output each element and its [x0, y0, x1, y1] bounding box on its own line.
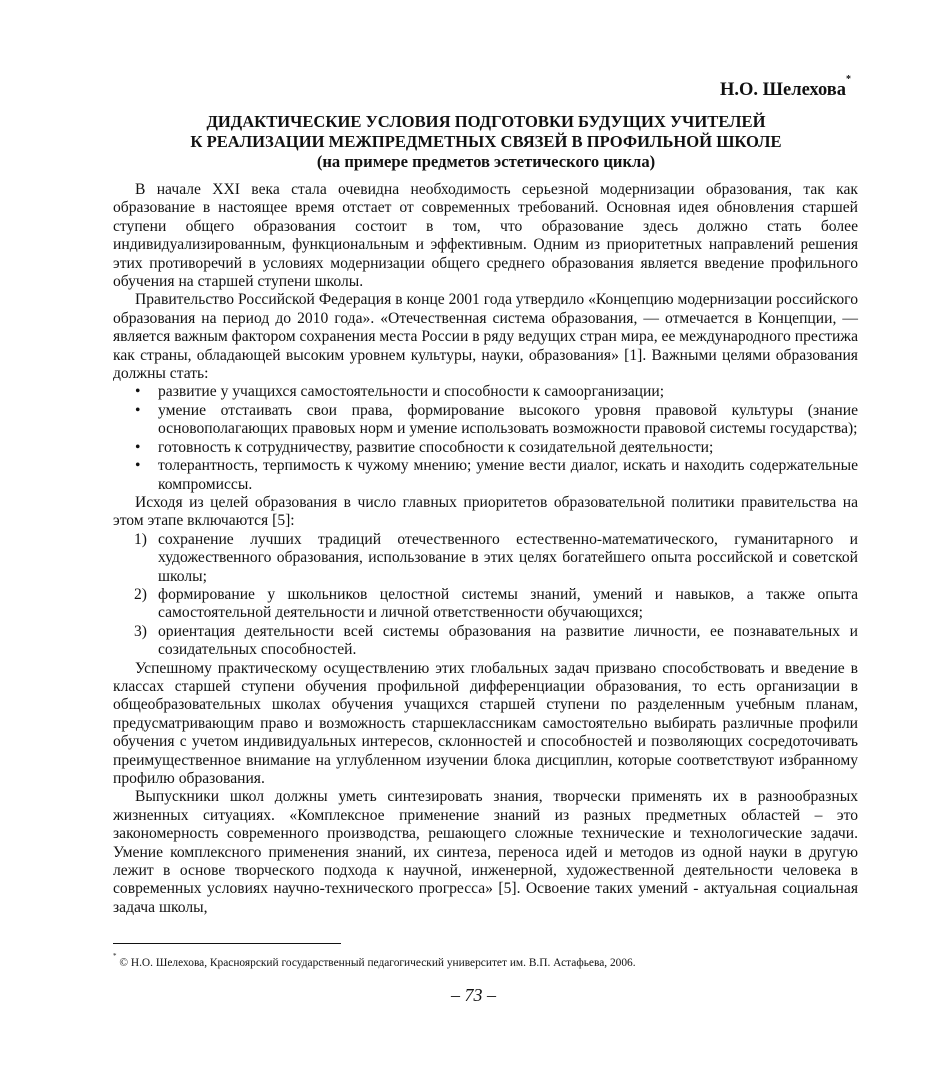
title-line-1: ДИДАКТИЧЕСКИЕ УСЛОВИЯ ПОДГОТОВКИ БУДУЩИХ УЧИТЕЛЕЙ	[206, 112, 766, 131]
numbered-item-text: формирование у школьников целостной системы знаний, умений и навыков, а также опыта самостоятельной деятельности и личной ответственности обучающихся;	[158, 585, 858, 622]
numbered-item-text: ориентация деятельности всей системы образования на развитие личности, ее познавательных и созидательных способностей.	[158, 622, 858, 659]
title-line-2: К РЕАЛИЗАЦИИ МЕЖПРЕДМЕТНЫХ СВЯЗЕЙ В ПРОФИЛЬНОЙ ШКОЛЕ	[190, 132, 782, 151]
bullet-icon: •	[135, 457, 141, 475]
author-footnote-mark: *	[846, 74, 851, 85]
paragraph-4: Успешному практическому осуществлению этих глобальных задач призвано способствовать и введение в классах старшей ступени обучения профильной дифференциации образования, то есть организации в общеобразовательных школах обучения учащихся старшей ступени по разделенным учебным планам, предусматривающим право и возможность старшеклассникам самостоятельно выбирать различные профили обучения с учетом индивидуальных интересов, склонностей и способностей и позволяющих сосредоточивать преимущественное внимание на углубленном изучении блока дисциплин, которые соответствуют избранному профилю образования.	[113, 659, 858, 787]
bullet-icon: •	[135, 383, 141, 401]
article-body	[113, 181, 858, 917]
footnote-text: © Н.О. Шелехова, Красноярский государственный педагогический университет им. В.П. Астафьева, 2006.	[119, 956, 636, 969]
bullet-item	[113, 402, 858, 439]
article-title	[110, 112, 862, 172]
paragraph-5: Выпускники школ должны уметь синтезировать знания, творчески применять их в разнообразных жизненных ситуациях. «Комплексное применение знаний из разных предметных областей – это закономерность современного производства, решающего сложные технические и технологические задачи. Умение комплексного применения знаний, их синтеза, переноса идей и методов из одной науки в другую лежит в основе творческого подхода к научной, инженерной, художественной деятельности человека в современных условиях научно-технического прогресса» [5]. Освоение таких умений - актуальная социальная задача школы,	[113, 788, 858, 916]
bullet-icon: •	[135, 438, 141, 456]
numbered-item	[113, 531, 858, 586]
author-name-text: Н.О. Шелехова	[720, 80, 846, 101]
bullet-item	[113, 457, 858, 494]
bullet-item-text: развитие у учащихся самостоятельности и способности к самоорганизации;	[158, 383, 665, 401]
numbered-item	[113, 623, 858, 660]
footnote-divider	[113, 943, 341, 944]
page-number: – 73 –	[451, 985, 496, 1005]
bullet-item	[113, 383, 858, 401]
title-subtitle: (на примере предметов эстетического цикла)	[316, 152, 656, 171]
numbered-item-text: сохранение лучших традиций отечественного естественно-математического, гуманитарного и художественного образования, использование в этих целях богатейшего опыта российской и советской школы;	[158, 530, 858, 585]
item-number: 3)	[134, 622, 147, 640]
paragraph-1: В начале XXI века стала очевидна необходимость серьезной модернизации образования, так как образование в настоящее время отстает от современных требований. Основная идея обновления старшей ступени общего образования состоит в том, что образование здесь должно стать более индивидуализированным, функциональным и эффективным. Одним из приоритетных направлений решения этих противоречий в условиях модернизации общего среднего образования является введение профильного обучения на старшей ступени школы.	[113, 181, 858, 291]
item-number: 2)	[134, 585, 147, 603]
item-number: 1)	[134, 530, 147, 548]
numbered-item	[113, 586, 858, 623]
bullet-item-text: умение отстаивать свои права, формирование высокого уровня правовой культуры (знание основополагающих правовых норм и умение использовать возможности правовой системы государства);	[158, 401, 858, 438]
footnote-mark: *	[113, 952, 117, 960]
goals-bullet-list	[113, 383, 858, 493]
bullet-item-text: толерантность, терпимость к чужому мнению; умение вести диалог, искать и находить содержательные компромиссы.	[158, 457, 858, 493]
paragraph-3: Исходя из целей образования в число главных приоритетов образовательной политики правительства на этом этапе включаются [5]:	[113, 493, 858, 530]
bullet-item	[113, 439, 858, 457]
paragraph-2: Правительство Российской Федерация в конце 2001 года утвердило «Концепцию модернизации российского образования на период до 2010 года». «Отечественная система образования, — отмечается в Концепции, — является важным фактором сохранения места России в ряду ведущих стран мира, ее международного престижа как страны, обладающей высоким уровнем культуры, науки, образования» [1]. Важными целями образования должны стать:	[113, 291, 858, 383]
bullet-icon: •	[135, 401, 141, 419]
bullet-item-text: готовность к сотрудничеству, развитие способности к созидательной деятельности;	[158, 438, 714, 456]
author-name	[720, 74, 851, 101]
footnote	[113, 952, 858, 970]
priorities-numbered-list	[113, 531, 858, 660]
